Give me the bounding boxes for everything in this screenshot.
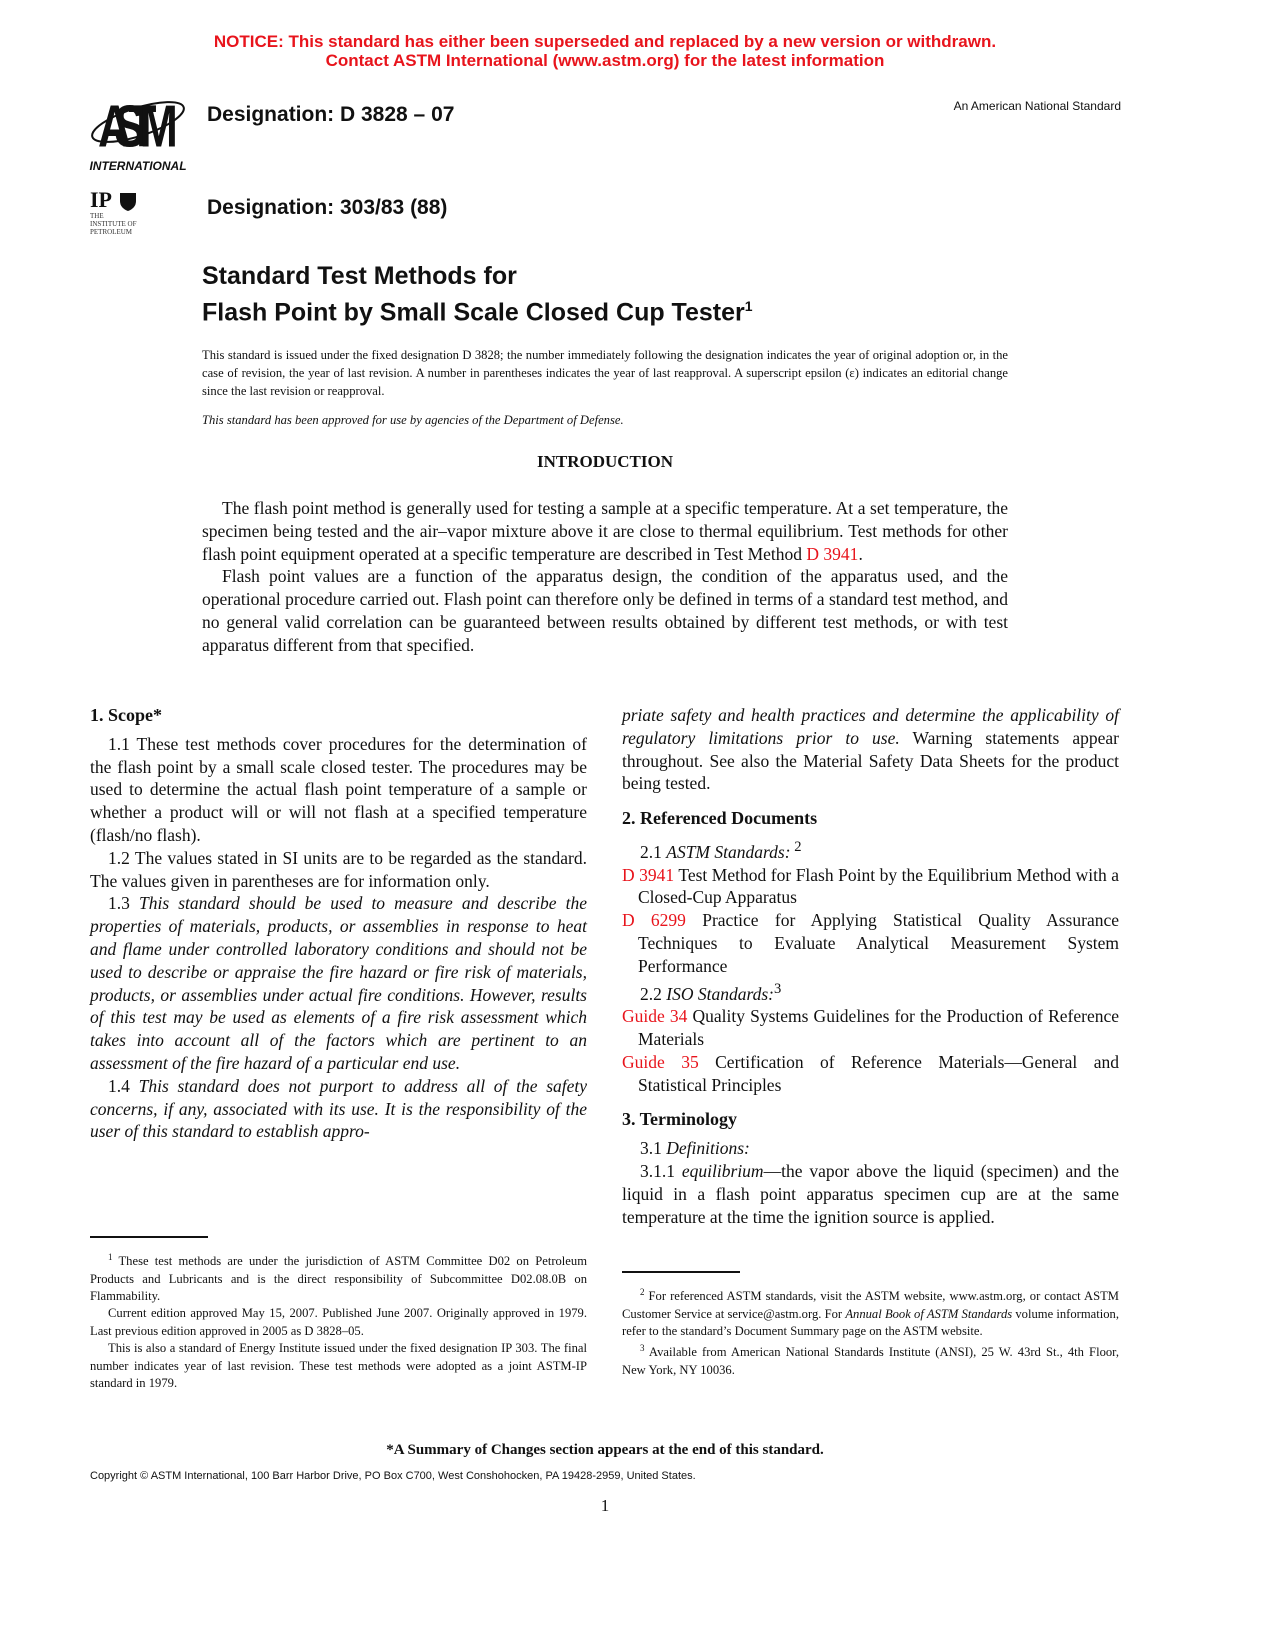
notice-line-2: Contact ASTM International (www.astm.org) for the latest information: [325, 51, 885, 70]
introduction-heading: INTRODUCTION: [536, 452, 674, 471]
definitions-label: Definitions:: [666, 1138, 750, 1159]
introduction: [202, 497, 1008, 657]
reference-item: [622, 864, 1119, 910]
svg-text:INTERNATIONAL: INTERNATIONAL: [89, 159, 187, 173]
left-column: [90, 704, 587, 1143]
footnote-1-ip: This is also a standard of Energy Institute issued under the fixed designation IP 303. The final number indicates year of last revision. These test methods were adopted as a joint ASTM-IP standard in 1979.: [90, 1341, 587, 1391]
page-number: 1: [600, 1496, 610, 1515]
scope-1-4-num: 1.4: [108, 1075, 139, 1096]
svg-text:ASTM: ASTM: [98, 93, 178, 160]
title-line-2: Flash Point by Small Scale Closed Cup Tester: [202, 298, 745, 327]
designation-ip: Designation: 303/83 (88): [207, 196, 448, 219]
national-standard-label: An American National Standard: [953, 99, 1121, 113]
footnote-2-end: volume information, refer to the standard’s Document Summary page on the ASTM website.: [622, 1306, 1119, 1338]
scope-1-2: 1.2 The values stated in SI units are to be regarded as the standard. The values given in parentheses are for information only.: [90, 847, 587, 891]
reference-text: Quality Systems Guidelines for the Production of Reference Materials: [638, 1006, 1119, 1050]
copyright: Copyright © ASTM International, 100 Barr Harbor Drive, PO Box C700, West Conshohocken, PA 19428-2959, United States.: [90, 1470, 696, 1482]
right-column: [622, 704, 1119, 1228]
ip-logo: [90, 188, 146, 234]
footnotes-right: [622, 1284, 1119, 1379]
intro-p1-end: .: [858, 543, 863, 564]
link-d3941-ref[interactable]: D 3941: [622, 864, 675, 885]
footnote-divider: [90, 1236, 208, 1238]
preamble-text: This standard is issued under the fixed designation D 3828; the number immediately following the designation indicates the year of original adoption or, in the case of revision, the year of last revision. A number in parentheses indicates the year of last reapproval. A superscript epsilon (ε) indicates an editorial change since the last revision or reapproval.: [202, 348, 1008, 398]
ip-logo-text: IP THE INSTITUTE OF PETROLEUM: [90, 187, 137, 236]
reference-text: Certification of Reference Materials—General and Statistical Principles: [638, 1051, 1119, 1095]
intro-paragraph-2: Flash point values are a function of the apparatus design, the condition of the apparatus used, and the operational procedure carried out. Flash point can therefore only be defined in terms of a standard test method, and no general valid correlation can be guaranteed between results obtained by different test methods, or with test apparatus different from that specified.: [202, 566, 1008, 655]
reference-text: Practice for Applying Statistical Quality Assurance Techniques to Evaluate Analytical Measurement System Performance: [638, 910, 1120, 976]
reference-text: Test Method for Flash Point by the Equilibrium Method with a Closed-Cup Apparatus: [638, 864, 1120, 908]
fn3-marker: 3: [640, 1343, 645, 1354]
preamble: [202, 346, 1008, 429]
ip-shield-icon: [118, 191, 138, 211]
ref-2-2-num: 2.2: [640, 983, 667, 1004]
summary-of-changes-note: *A Summary of Changes section appears at the end of this standard.: [386, 1442, 824, 1458]
notice-line-1: NOTICE: This standard has either been superseded and replaced by a new version or withdrawn.: [213, 32, 997, 51]
footnote-2: For referenced ASTM standards, visit the ASTM website, www.astm.org, or contact ASTM Customer Service at service@astm.org. For: [622, 1289, 1119, 1321]
footnote-divider: [622, 1271, 740, 1273]
term-definition: —the vapor above the liquid (specimen) and the liquid in a flash point apparatus specimen cup are at the same temperature at the time the ignition source is applied.: [622, 1161, 1119, 1227]
astm-logo: [88, 84, 190, 176]
footnote-3: Available from American National Standards Institute (ANSI), 25 W. 43rd St., 4th Floor, New York, NY 10036.: [622, 1345, 1119, 1377]
link-guide35[interactable]: Guide 35: [622, 1051, 699, 1072]
fn3-ref: 3: [774, 980, 782, 997]
footnote-1-edition: Current edition approved May 15, 2007. Published June 2007. Originally approved in 1979. Last previous edition approved in 2005 as D 3828–05.: [90, 1306, 587, 1338]
reference-item: [622, 1051, 1119, 1097]
fn2-marker: 2: [640, 1287, 645, 1297]
scope-1-3: This standard should be used to measure and describe the properties of materials, products, or assemblies in response to heat and flame under controlled laboratory conditions and should not be used to describe or appraise the fire hazard or fire risk of materials, products, or assemblies under actual fire conditions. However, results of this test may be used as elements of a fire risk assessment which takes into account all of the factors which are pertinent to an assessment of the fire hazard of a particular end use.: [90, 893, 587, 1073]
iso-standards-label: ISO Standards:: [666, 983, 775, 1004]
dod-approval: This standard has been approved for use by agencies of the Department of Defense.: [202, 413, 624, 427]
term-3-1-num: 3.1: [640, 1138, 667, 1159]
scope-1-1: 1.1 These test methods cover procedures for the determination of the flash point by a small scale closed tester. The procedures may be used to determine the actual flash point temperature of a sample or whether a product will or will not flash at a specified temperature (flash/no flash).: [90, 733, 587, 845]
link-d3941[interactable]: D 3941: [806, 543, 859, 564]
terminology-heading: 3. Terminology: [622, 1109, 738, 1130]
footnote-2-italic: Annual Book of ASTM Standards: [845, 1306, 1013, 1321]
term-equilibrium: equilibrium: [681, 1161, 764, 1181]
term-3-1-1-num: 3.1.1: [640, 1161, 682, 1181]
scope-1-4-continued: priate safety and health practices and determine the applicability of regulatory limitations prior to use.: [622, 705, 1119, 748]
reference-item: [622, 909, 1119, 977]
scope-1-3-num: 1.3: [108, 893, 139, 914]
notice-banner: [0, 32, 1210, 70]
scope-1-4-end: Warning statements appear throughout. See also the Material Safety Data Sheets for the product being tested.: [622, 727, 1119, 794]
references-heading: 2. Referenced Documents: [622, 808, 818, 829]
title-line-1: Standard Test Methods for: [202, 262, 517, 290]
astm-standards-label: ASTM Standards:: [666, 841, 791, 862]
ref-2-1-num: 2.1: [640, 841, 667, 862]
fn2-ref: 2: [790, 838, 802, 855]
scope-1-4: This standard does not purport to address all of the safety concerns, if any, associated with its use. It is the responsibility of the user of this standard to establish appro-: [90, 1075, 588, 1142]
title-footnote-ref: 1: [744, 298, 753, 314]
fn1-marker: 1: [108, 1252, 113, 1262]
link-d6299[interactable]: D 6299: [622, 910, 686, 931]
document-title: [202, 261, 753, 327]
footnotes-left: [90, 1249, 587, 1392]
designation-astm: Designation: D 3828 – 07: [207, 103, 455, 126]
intro-paragraph-1: The flash point method is generally used for testing a sample at a specific temperature. At a set temperature, the specimen being tested and the air–vapor mixture above it are close to thermal equilibrium. Test methods for other flash point equipment operated at a specific temperature are described in Test Method: [202, 498, 1008, 564]
footnote-1: These test methods are under the jurisdiction of ASTM Committee D02 on Petroleum Products and Lubricants and is the direct responsibility of Subcommittee D02.08.0B on Flammability.: [90, 1254, 587, 1303]
reference-item: [622, 1005, 1119, 1051]
scope-heading: 1. Scope*: [90, 705, 162, 725]
link-guide34[interactable]: Guide 34: [622, 1006, 688, 1027]
